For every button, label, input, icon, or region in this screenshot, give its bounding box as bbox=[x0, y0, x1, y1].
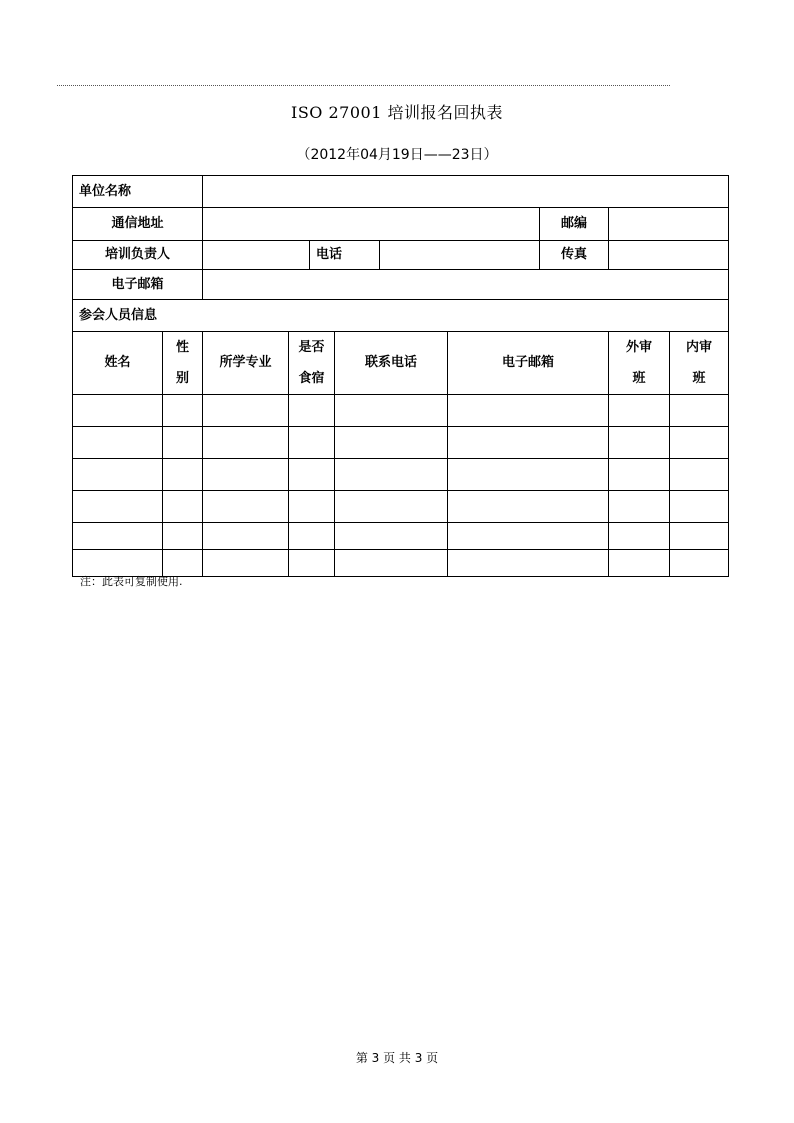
cell-lodging[interactable] bbox=[289, 395, 335, 427]
cell-external-audit[interactable] bbox=[609, 395, 670, 427]
email-label: 电子邮箱 bbox=[73, 270, 203, 300]
col-header-phone bbox=[335, 332, 448, 395]
attendee-row bbox=[73, 491, 729, 523]
col-header-line1: 电子邮箱 bbox=[502, 355, 555, 370]
cell-lodging[interactable] bbox=[289, 459, 335, 491]
cell-external-audit[interactable] bbox=[609, 459, 670, 491]
cell-email[interactable] bbox=[448, 491, 609, 523]
cell-external-audit[interactable] bbox=[609, 491, 670, 523]
unit-name-label: 单位名称 bbox=[73, 176, 203, 208]
col-header-line1: 所学专业 bbox=[219, 355, 272, 370]
col-header-gender bbox=[163, 332, 203, 395]
address-field[interactable] bbox=[203, 208, 540, 241]
unit-name-field[interactable] bbox=[203, 176, 729, 208]
postcode-label: 邮编 bbox=[540, 208, 609, 241]
cell-name[interactable] bbox=[73, 427, 163, 459]
cell-external-audit[interactable] bbox=[609, 523, 670, 550]
cell-major[interactable] bbox=[203, 550, 289, 577]
col-header-internal-audit bbox=[670, 332, 729, 395]
cell-internal-audit[interactable] bbox=[670, 395, 729, 427]
cell-gender[interactable] bbox=[163, 523, 203, 550]
header-dotted-rule bbox=[57, 85, 670, 86]
cell-email[interactable] bbox=[448, 395, 609, 427]
cell-lodging[interactable] bbox=[289, 427, 335, 459]
col-header-line1: 内审 bbox=[686, 340, 713, 355]
fax-field[interactable] bbox=[609, 241, 729, 270]
cell-major[interactable] bbox=[203, 395, 289, 427]
cell-external-audit[interactable] bbox=[609, 550, 670, 577]
col-header-lodging bbox=[289, 332, 335, 395]
cell-phone[interactable] bbox=[335, 459, 448, 491]
col-header-name bbox=[73, 332, 163, 395]
attendee-header-row bbox=[73, 332, 729, 395]
email-row bbox=[73, 270, 729, 300]
col-header-line1: 外审 bbox=[626, 340, 653, 355]
attendee-row bbox=[73, 427, 729, 459]
cell-phone[interactable] bbox=[335, 523, 448, 550]
email-field[interactable] bbox=[203, 270, 729, 300]
cell-name[interactable] bbox=[73, 523, 163, 550]
cell-lodging[interactable] bbox=[289, 491, 335, 523]
cell-major[interactable] bbox=[203, 523, 289, 550]
cell-phone[interactable] bbox=[335, 395, 448, 427]
unit-name-row bbox=[73, 176, 729, 208]
attendee-row bbox=[73, 395, 729, 427]
cell-lodging[interactable] bbox=[289, 523, 335, 550]
contact-row bbox=[73, 241, 729, 270]
cell-phone[interactable] bbox=[335, 550, 448, 577]
registration-form-table bbox=[72, 175, 729, 577]
cell-major[interactable] bbox=[203, 459, 289, 491]
contact-person-label: 培训负责人 bbox=[73, 241, 203, 270]
col-header-line1: 性 bbox=[176, 340, 190, 355]
cell-email[interactable] bbox=[448, 523, 609, 550]
attendee-row bbox=[73, 523, 729, 550]
col-header-email bbox=[448, 332, 609, 395]
col-header-line1: 是否 bbox=[298, 340, 325, 355]
usage-note: 注：此表可复制使用. bbox=[80, 575, 183, 588]
cell-internal-audit[interactable] bbox=[670, 459, 729, 491]
cell-name[interactable] bbox=[73, 491, 163, 523]
cell-internal-audit[interactable] bbox=[670, 427, 729, 459]
address-row bbox=[73, 208, 729, 241]
col-header-major bbox=[203, 332, 289, 395]
col-header-line1: 姓名 bbox=[104, 355, 131, 370]
postcode-field[interactable] bbox=[609, 208, 729, 241]
cell-internal-audit[interactable] bbox=[670, 491, 729, 523]
page-footer: 第 3 页 共 3 页 bbox=[355, 1051, 439, 1065]
fax-label: 传真 bbox=[540, 241, 609, 270]
cell-email[interactable] bbox=[448, 550, 609, 577]
address-label: 通信地址 bbox=[73, 208, 203, 241]
cell-major[interactable] bbox=[203, 491, 289, 523]
phone-field[interactable] bbox=[380, 241, 540, 270]
attendee-row bbox=[73, 459, 729, 491]
contact-person-field[interactable] bbox=[203, 241, 310, 270]
cell-email[interactable] bbox=[448, 459, 609, 491]
col-header-external-audit bbox=[609, 332, 670, 395]
cell-email[interactable] bbox=[448, 427, 609, 459]
cell-internal-audit[interactable] bbox=[670, 523, 729, 550]
date-range: （2012年04月19日——23日） bbox=[296, 147, 498, 163]
cell-gender[interactable] bbox=[163, 459, 203, 491]
cell-internal-audit[interactable] bbox=[670, 550, 729, 577]
col-header-line2: 班 bbox=[692, 371, 706, 386]
cell-gender[interactable] bbox=[163, 491, 203, 523]
cell-lodging[interactable] bbox=[289, 550, 335, 577]
cell-name[interactable] bbox=[73, 459, 163, 491]
cell-name[interactable] bbox=[73, 395, 163, 427]
col-header-line1: 联系电话 bbox=[365, 355, 418, 370]
cell-major[interactable] bbox=[203, 427, 289, 459]
cell-phone[interactable] bbox=[335, 427, 448, 459]
attendee-section-row bbox=[73, 300, 729, 332]
cell-gender[interactable] bbox=[163, 395, 203, 427]
cell-external-audit[interactable] bbox=[609, 427, 670, 459]
form-title: ISO 27001 培训报名回执表 bbox=[291, 103, 503, 122]
col-header-line2: 别 bbox=[176, 371, 190, 386]
cell-gender[interactable] bbox=[163, 427, 203, 459]
col-header-line2: 班 bbox=[632, 371, 646, 386]
attendee-section-label: 参会人员信息 bbox=[73, 300, 729, 332]
col-header-line2: 食宿 bbox=[298, 371, 325, 386]
cell-phone[interactable] bbox=[335, 491, 448, 523]
phone-label: 电话 bbox=[310, 241, 380, 270]
